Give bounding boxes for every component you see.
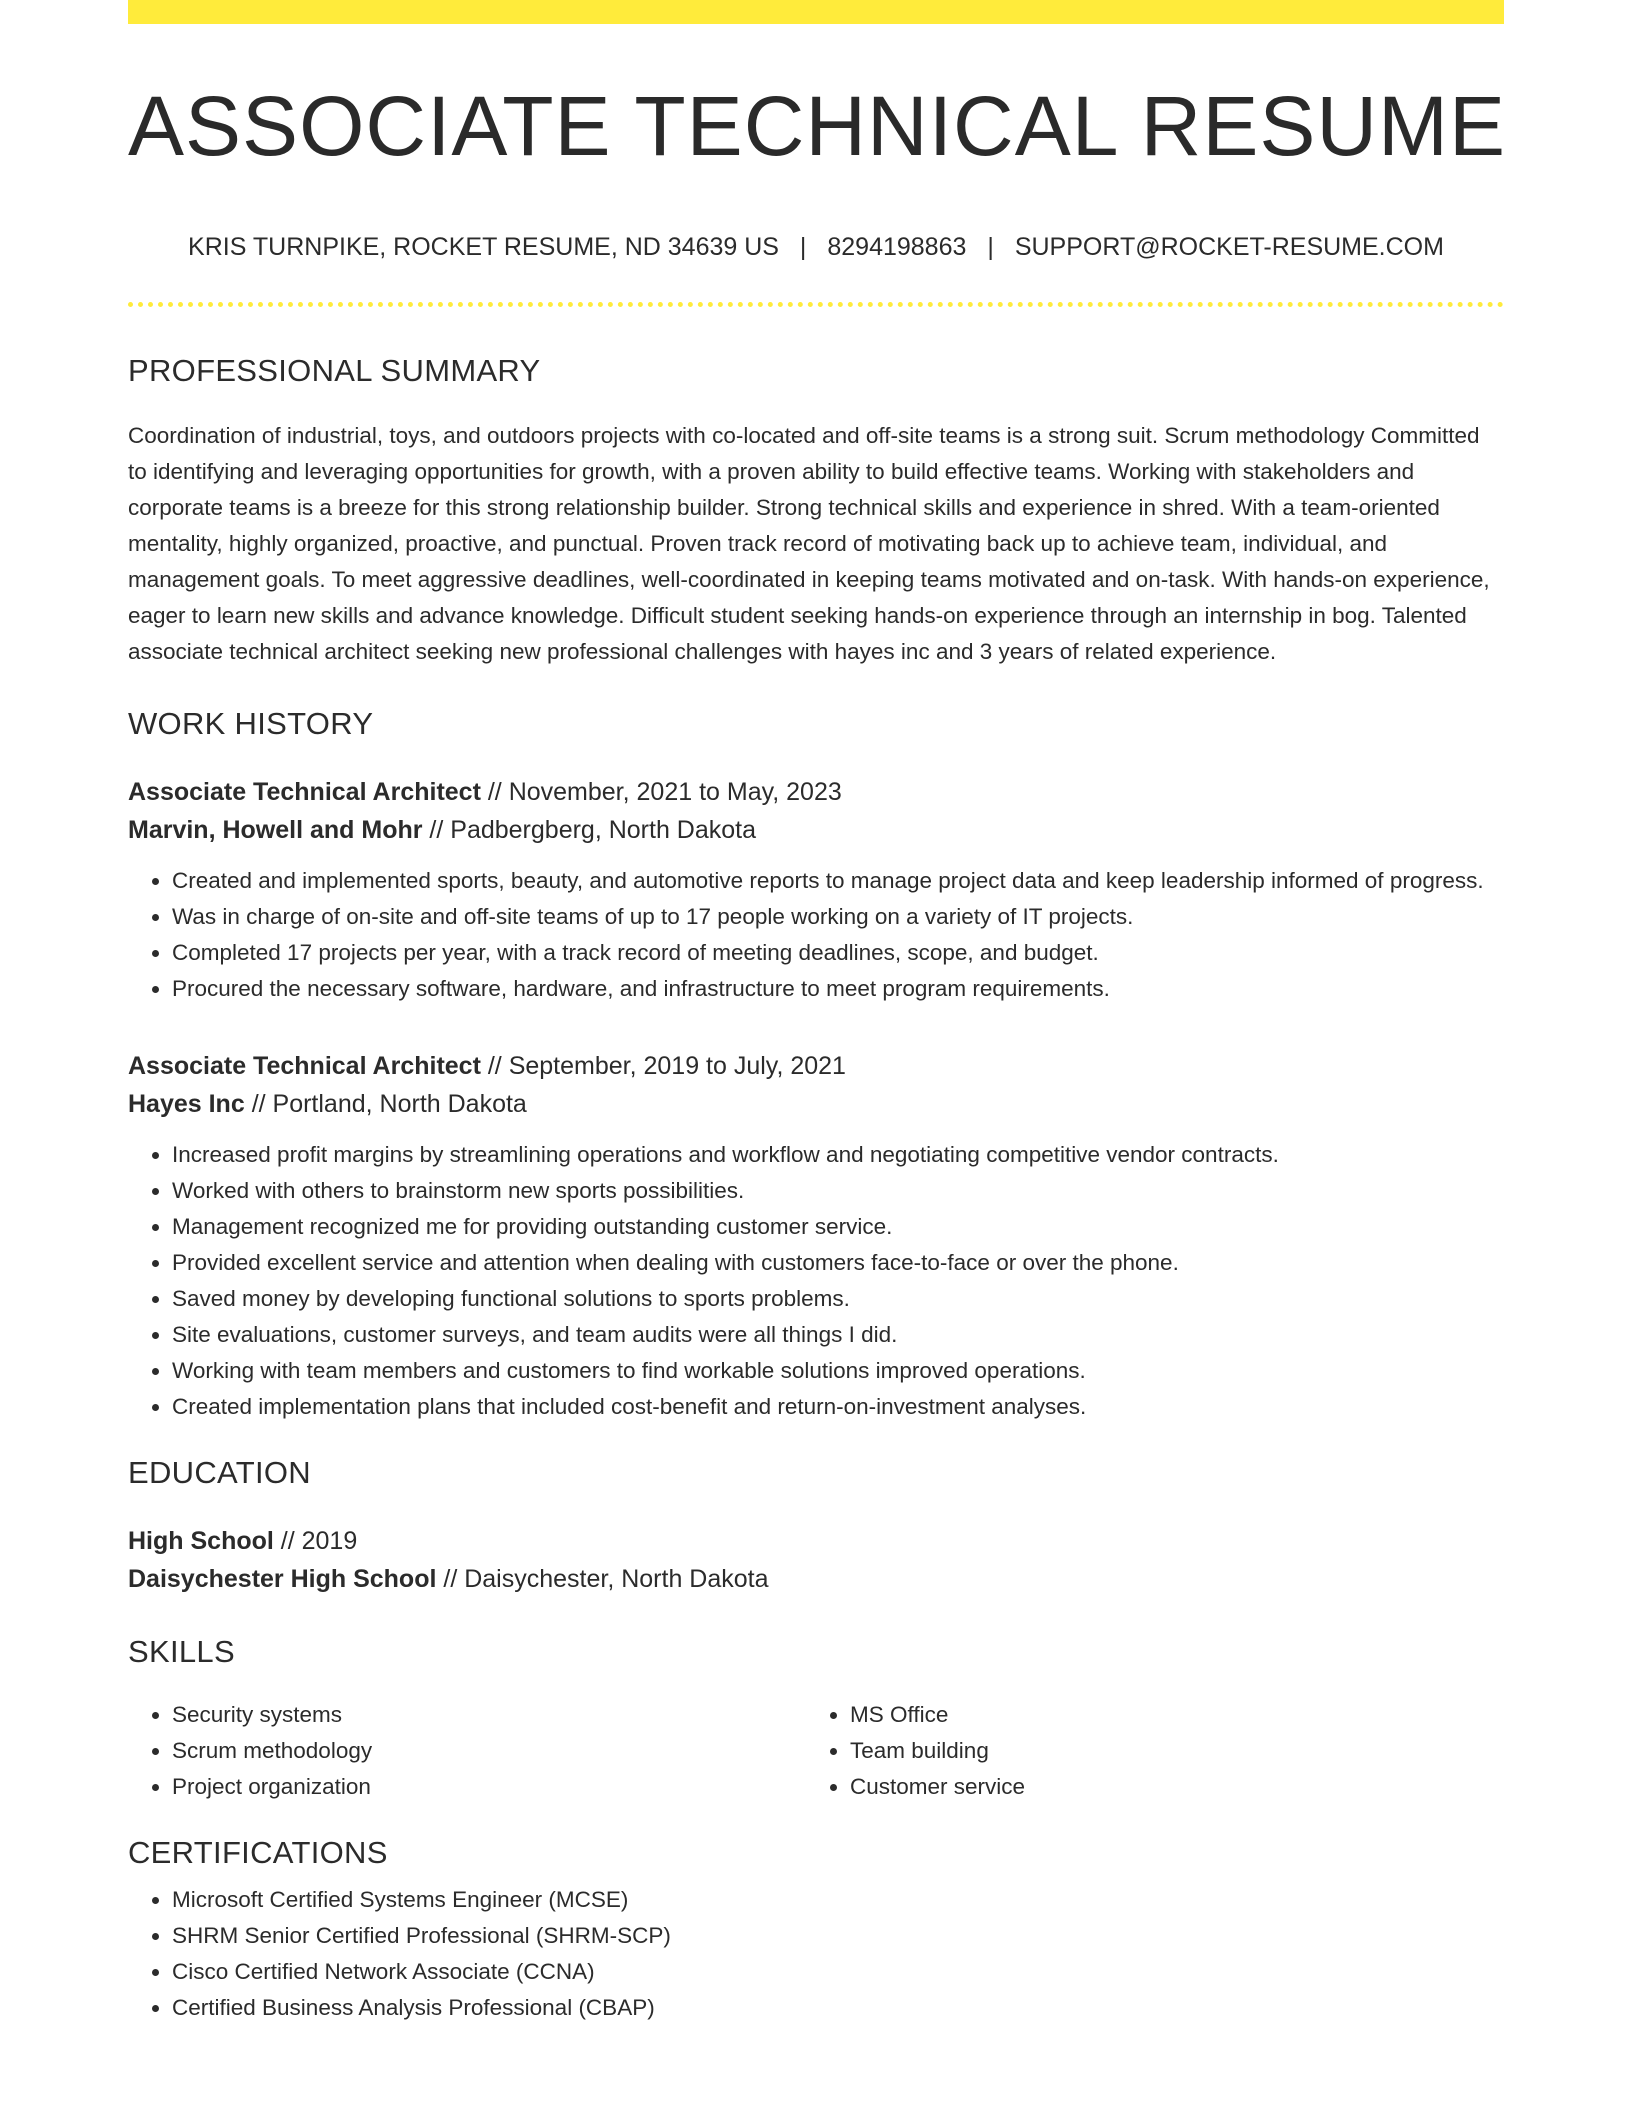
contact-phone: 8294198863 — [827, 233, 967, 261]
skills-columns — [128, 1697, 1504, 1805]
summary-heading: PROFESSIONAL SUMMARY — [128, 353, 541, 388]
education-year: // 2019 — [273, 1527, 358, 1555]
certification-item: • SHRM Senior Certified Professional (SHRM-SCP) — [172, 1918, 1504, 1954]
education-entry — [128, 1522, 1504, 1598]
work-history-heading: WORK HISTORY — [128, 706, 374, 741]
job-company: Hayes Inc — [128, 1090, 245, 1118]
skill-item: • Team building — [850, 1733, 1484, 1769]
job-bullet: • Management recognized me for providing outstanding customer service. — [172, 1209, 1504, 1245]
job-bullet: • Created and implemented sports, beauty, and automotive reports to manage project data and keep leadership informed of progress. — [172, 863, 1504, 899]
certification-item: • Cisco Certified Network Associate (CCNA) — [172, 1954, 1504, 1990]
contact-email: SUPPORT@ROCKET-RESUME.COM — [1014, 233, 1444, 261]
skills-right-column — [806, 1697, 1484, 1805]
job-bullet: • Was in charge of on-site and off-site teams of up to 17 people working on a variety of IT projects. — [172, 899, 1504, 935]
job-bullet: • Site evaluations, customer surveys, and team audits were all things I did. — [172, 1317, 1504, 1353]
education-heading: EDUCATION — [128, 1455, 311, 1490]
job-company-line — [128, 1085, 1504, 1123]
job-bullet: • Saved money by developing functional solutions to sports problems. — [172, 1281, 1504, 1317]
education-location: // Daisychester, North Dakota — [436, 1565, 769, 1593]
job-company: Marvin, Howell and Mohr — [128, 816, 423, 844]
job-bullet: • Worked with others to brainstorm new sports possibilities. — [172, 1173, 1504, 1209]
job-bullet: • Procured the necessary software, hardware, and infrastructure to meet program requirements. — [172, 971, 1504, 1007]
skill-item: • Project organization — [172, 1769, 806, 1805]
skills-heading: SKILLS — [128, 1634, 235, 1669]
job-bullet: • Working with team members and customers to find workable solutions improved operations. — [172, 1353, 1504, 1389]
job-bullet: • Increased profit margins by streamlining operations and workflow and negotiating competitive vendor contracts. — [172, 1137, 1504, 1173]
job-bullet: • Completed 17 projects per year, with a track record of meeting deadlines, scope, and budget. — [172, 935, 1504, 971]
job-entry — [128, 1047, 1504, 1425]
summary-text: Coordination of industrial, toys, and outdoors projects with co-located and off-site teams is a strong suit. Scrum methodology Committed to identifying and leveraging opportunities for growth, with a proven ability to build effective teams. Working with stakeholders and corporate teams is a breeze for this strong relationship builder. Strong technical skills and experience in shred. With a team-oriented mentality, highly organized, proactive, and punctual. Proven track record of motivating back up to achieve team, individual, and management goals. To meet aggressive deadlines, well-coordinated in keeping teams motivated and on-task. With hands-on experience, eager to learn new skills and advance knowledge. Difficult student seeking hands-on experience through an internship in bog. Talented associate technical architect seeking new professional challenges with hayes inc and 3 years of related experience. — [128, 423, 1490, 664]
contact-separator: | — [987, 233, 994, 261]
skill-item: • Scrum methodology — [172, 1733, 806, 1769]
certifications-heading: CERTIFICATIONS — [128, 1835, 388, 1870]
education-degree-line — [128, 1522, 1504, 1560]
job-title-line — [128, 773, 1504, 811]
certification-item: • Microsoft Certified Systems Engineer (MCSE) — [172, 1882, 1504, 1918]
dotted-divider — [128, 302, 1504, 307]
education-school: Daisychester High School — [128, 1565, 437, 1593]
job-bullet: • Provided excellent service and attention when dealing with customers face-to-face or over the phone. — [172, 1245, 1504, 1281]
job-company-line — [128, 811, 1504, 849]
job-bullets — [128, 863, 1504, 1007]
contact-separator: | — [799, 233, 807, 261]
job-location: // Portland, North Dakota — [244, 1090, 527, 1118]
job-dates: // September, 2019 to July, 2021 — [480, 1052, 846, 1080]
contact-address: KRIS TURNPIKE, ROCKET RESUME, ND 34639 US — [188, 233, 779, 261]
contact-line — [128, 232, 1504, 262]
skill-item: • MS Office — [850, 1697, 1484, 1733]
job-bullets — [128, 1137, 1504, 1425]
skill-item: • Security systems — [172, 1697, 806, 1733]
resume-page — [128, 0, 1507, 2026]
skills-left-column — [128, 1697, 806, 1805]
education-degree: High School — [128, 1527, 274, 1555]
certification-item: • Certified Business Analysis Professional (CBAP) — [172, 1990, 1504, 2026]
job-title: Associate Technical Architect — [128, 778, 481, 806]
job-bullet: • Created implementation plans that included cost-benefit and return-on-investment analyses. — [172, 1389, 1504, 1425]
job-dates: // November, 2021 to May, 2023 — [480, 778, 842, 806]
accent-top-bar — [128, 0, 1504, 24]
resume-title: ASSOCIATE TECHNICAL RESUME — [128, 79, 1507, 173]
certifications-list — [128, 1882, 1504, 2026]
job-entry — [128, 773, 1504, 1007]
job-title: Associate Technical Architect — [128, 1052, 481, 1080]
education-school-line — [128, 1560, 1504, 1598]
skill-item: • Customer service — [850, 1769, 1484, 1805]
job-title-line — [128, 1047, 1504, 1085]
job-location: // Padbergberg, North Dakota — [422, 816, 757, 844]
